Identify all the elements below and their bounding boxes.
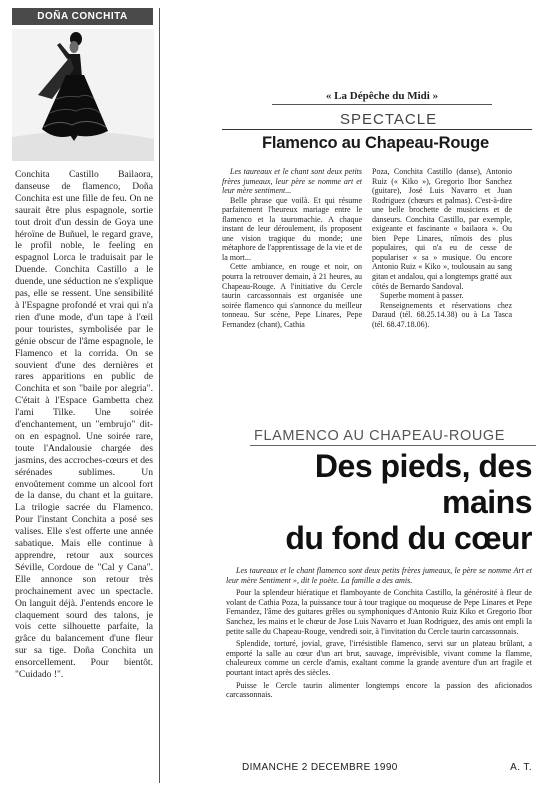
lower-paragraph: Puisse le Cercle taurin alimenter longtemps encore la passion des aficionados carcassonnais. bbox=[226, 680, 532, 700]
kicker-rule bbox=[250, 445, 536, 446]
dancer-photo bbox=[12, 29, 154, 161]
lower-paragraph: Splendide, torturé, jovial, grave, l'irrésistible flamenco, servi sur un plateau brûlant, a emporté la salle au cœur d'un art brut, sauvage, imprévisible, vivant comme la flamme, chaleureux comme un cercle d'amis, exaltant comme la grande aventure d'un art fragile et pourtant intact après des siècles. bbox=[226, 639, 532, 677]
clipping-body: Conchita Castillo Bailaora, danseuse de flamenco, Doña Conchita est une fille de feu. On ne saurait être plus espagnole, sortie tout droit d'un dessin de Goya une héroïne de Buñuel, le regard grave, le profil noble, le feeling en espagnol Lorca le traduisait par le Duende. Conchita Castillo a le duende, une séduction ne s'explique pas, elle se ressent. Une sensibilité à l'Espagne profondé et vrai qui n'a rien d'une mode, d'un tape à l'œil pour touristes, symbolisée par le génie obscur de l'âme espagnole, le Flamenco et la corrida. On se souvient d'une des dernières et rares apparitions en public de Conchita et son "baile por alegria". C'était à l'Espace Gambetta chez l'ami Tilke. Une soirée d'enchantement, un "embrujo" dit-on en espagnol. Une soirée rare, toute l'Andalousie chargée des jasmins, des accroches-cœurs et des sérénades sublimes. Un envoûtement comme un alcool fort de la danse, du chant et la guitare. La trilogie sacrée du Flamenco. Pour l'instant Conchita a posé ses valises. Elle s'est offerte une année sabatique. Mais elle continue à apprendre, retour aux sources Séville, Cordoue de "Cal y Cana". Elle annonce son retour très prochainement avec un spectacle. On languit déjà. J'entends encore le claquement sourd des talons, je vois cette silhouette parfaite, la grâce du balancement d'une fleur sur sa tige. Doña Conchita un ensorcellement. Pour bientôt. "Cuidado !". bbox=[15, 169, 153, 681]
article-paragraph: Superbe moment à passer. bbox=[380, 291, 464, 301]
article-columns bbox=[222, 167, 512, 329]
newspaper-source: « La Dépêche du Midi » bbox=[325, 90, 439, 102]
author-signature: A. T. bbox=[510, 762, 532, 773]
section-title: SPECTACLE bbox=[340, 111, 438, 128]
top-article bbox=[222, 90, 532, 329]
clipping-header: DOÑA CONCHITA bbox=[12, 8, 153, 25]
lower-paragraph: Pour la splendeur hiératique et flamboyante de Conchita Castillo, la générosité à fleur de volant de Cathia Poza, la puissance tour à tour tragique ou moqueuse de Pepe Linares et Pepe Fernandez, l'âme des guitares grêles ou symphoniques d'Antonio Ruiz Kiko et Gregorio Ibor Sanchez, les mains et le chœur de Jose Luis Navarro et Juan Rodriguez, des amis ont empli la petite salle du Chapeau-Rouge, vendredi soir, à l'invitation du Cercle taurin carcassonnais. bbox=[226, 588, 532, 636]
lower-body bbox=[226, 566, 532, 700]
lower-article bbox=[222, 428, 536, 703]
dancer-silhouette-image bbox=[12, 29, 154, 161]
article-paragraph: Renseignements et réservations chez Daraud (tél. 68.25.14.38) ou à La Tasca (tél. 68.47.18.06). bbox=[372, 300, 512, 329]
article-headline: Flamenco au Chapeau-Rouge bbox=[262, 134, 489, 152]
article-paragraph: Cette ambiance, en rouge et noir, on pourra la retrouver demain, à 21 heures, au Chapeau-Rouge. A l'initiative du Cercle taurin carcassonnais est organisée une soirée flamenco qui s'annonce du meilleur tonneau. Sur scène, Pepe Linares, Pepe Fernandez (chant), Cathia bbox=[222, 262, 362, 329]
section-rule bbox=[222, 129, 532, 130]
article-column-2 bbox=[372, 167, 512, 329]
article-paragraph: Les taureaux et le chant sont deux petits frères jumeaux, leur père se nomme art et leur mère sentiment... bbox=[222, 167, 362, 196]
lower-headline-line-1: Des pieds, des mains bbox=[314, 448, 532, 520]
left-clipping bbox=[12, 8, 160, 783]
lower-kicker: FLAMENCO AU CHAPEAU-ROUGE bbox=[254, 428, 506, 444]
lower-paragraph: Les taureaux et le chant flamenco sont deux petits frères jumeaux, le père se nomme Art et leur mère Sentiment », dit le poète. La famille a des amis. bbox=[226, 566, 532, 585]
dateline: DIMANCHE 2 DECEMBRE 1990 bbox=[242, 762, 398, 773]
dateline-row bbox=[242, 762, 532, 773]
article-column-1 bbox=[222, 167, 362, 329]
lower-headline-line-2: du fond du cœur bbox=[285, 520, 532, 556]
article-paragraph: Belle phrase que voilà. Et qui résume parfaitement l'heureux mariage entre le flamenco et la tauromachie. A chaque instant de leur déroulement, ils proposent une vision tragique du monde; une métaphore de l'apprentissage de la vie et de la mort... bbox=[222, 195, 362, 262]
article-paragraph: Poza, Conchita Castillo (danse), Antonio Ruiz (« Kiko »), Gregorio Ibor Sanchez (guitare), José Luis Navarro et Juan Rodriguez (chœurs et palmas). C'est-à-dire une belle brochette de musiciens et de danseurs. Conchita Castillo, par exemple, exigeante et fascinante « bailaora ». Ou bien Pepe Linares, nîmois des plus populaires, qui n'a eu de cesse de populariser « sa » musique. Ou encore Antonio Ruiz « Kiko », toulousain au sang gitan et andalou, qui a longtemps gratté aux côtés de Bernardo Sandoval. bbox=[372, 167, 512, 291]
source-rule bbox=[272, 104, 492, 105]
